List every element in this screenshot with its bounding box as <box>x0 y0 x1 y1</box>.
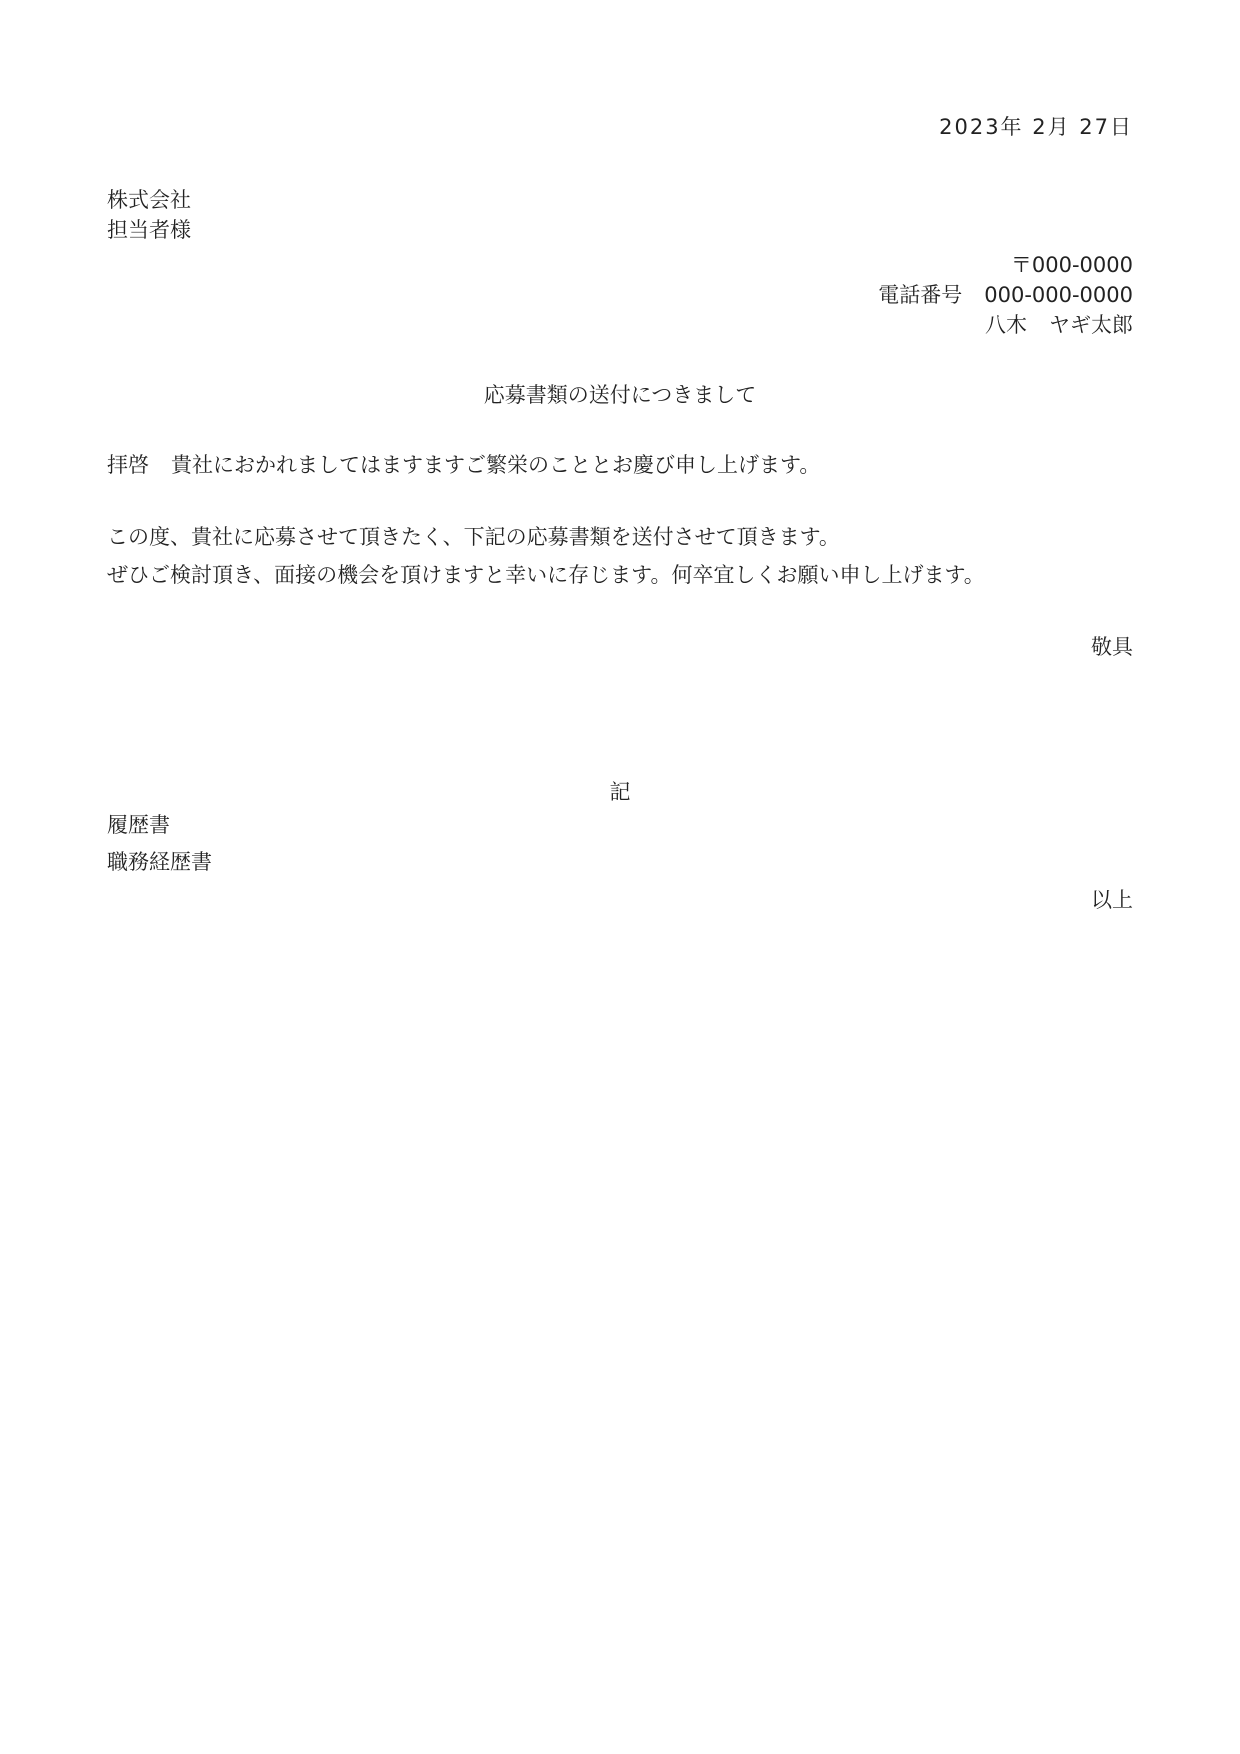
letter-subject: 応募書類の送付につきまして <box>483 383 757 407</box>
letter-body-line: この度、貴社に応募させて頂きたく、下記の応募書類を送付させて頂きます。 <box>107 525 840 549</box>
sender-phone-label: 電話番号 <box>878 283 963 307</box>
sender-name-family: 八木 <box>985 313 1027 337</box>
letter-closing: 敬具 <box>1091 635 1133 659</box>
letter-date: 2023年 2月 27日 <box>939 115 1133 139</box>
letter-body-line: ぜひご検討頂き、面接の機会を頂けますと幸いに存じます。何卒宜しくお願い申し上げます。 <box>107 563 985 587</box>
sender-phone <box>878 280 1133 310</box>
enclosure-heading: 記 <box>609 780 631 804</box>
recipient-person: 担当者様 <box>107 218 191 242</box>
enclosure-item: 履歴書 <box>107 813 170 837</box>
sender-name <box>985 310 1133 340</box>
sender-name-full: ヤギ太郎 <box>1049 313 1133 337</box>
enclosure-item: 職務経歴書 <box>107 850 212 874</box>
recipient-company: 株式会社 <box>107 188 191 212</box>
letter-greeting <box>107 450 820 480</box>
sender-phone-number: 000-000-0000 <box>984 283 1133 307</box>
greeting-text: 貴社におかれましてはますますご繁栄のこととお慶び申し上げます。 <box>171 453 821 477</box>
sender-postal-code: 〒000-0000 <box>1010 253 1133 277</box>
greeting-opening: 拝啓 <box>107 453 149 477</box>
letter-end-mark: 以上 <box>1091 888 1133 912</box>
